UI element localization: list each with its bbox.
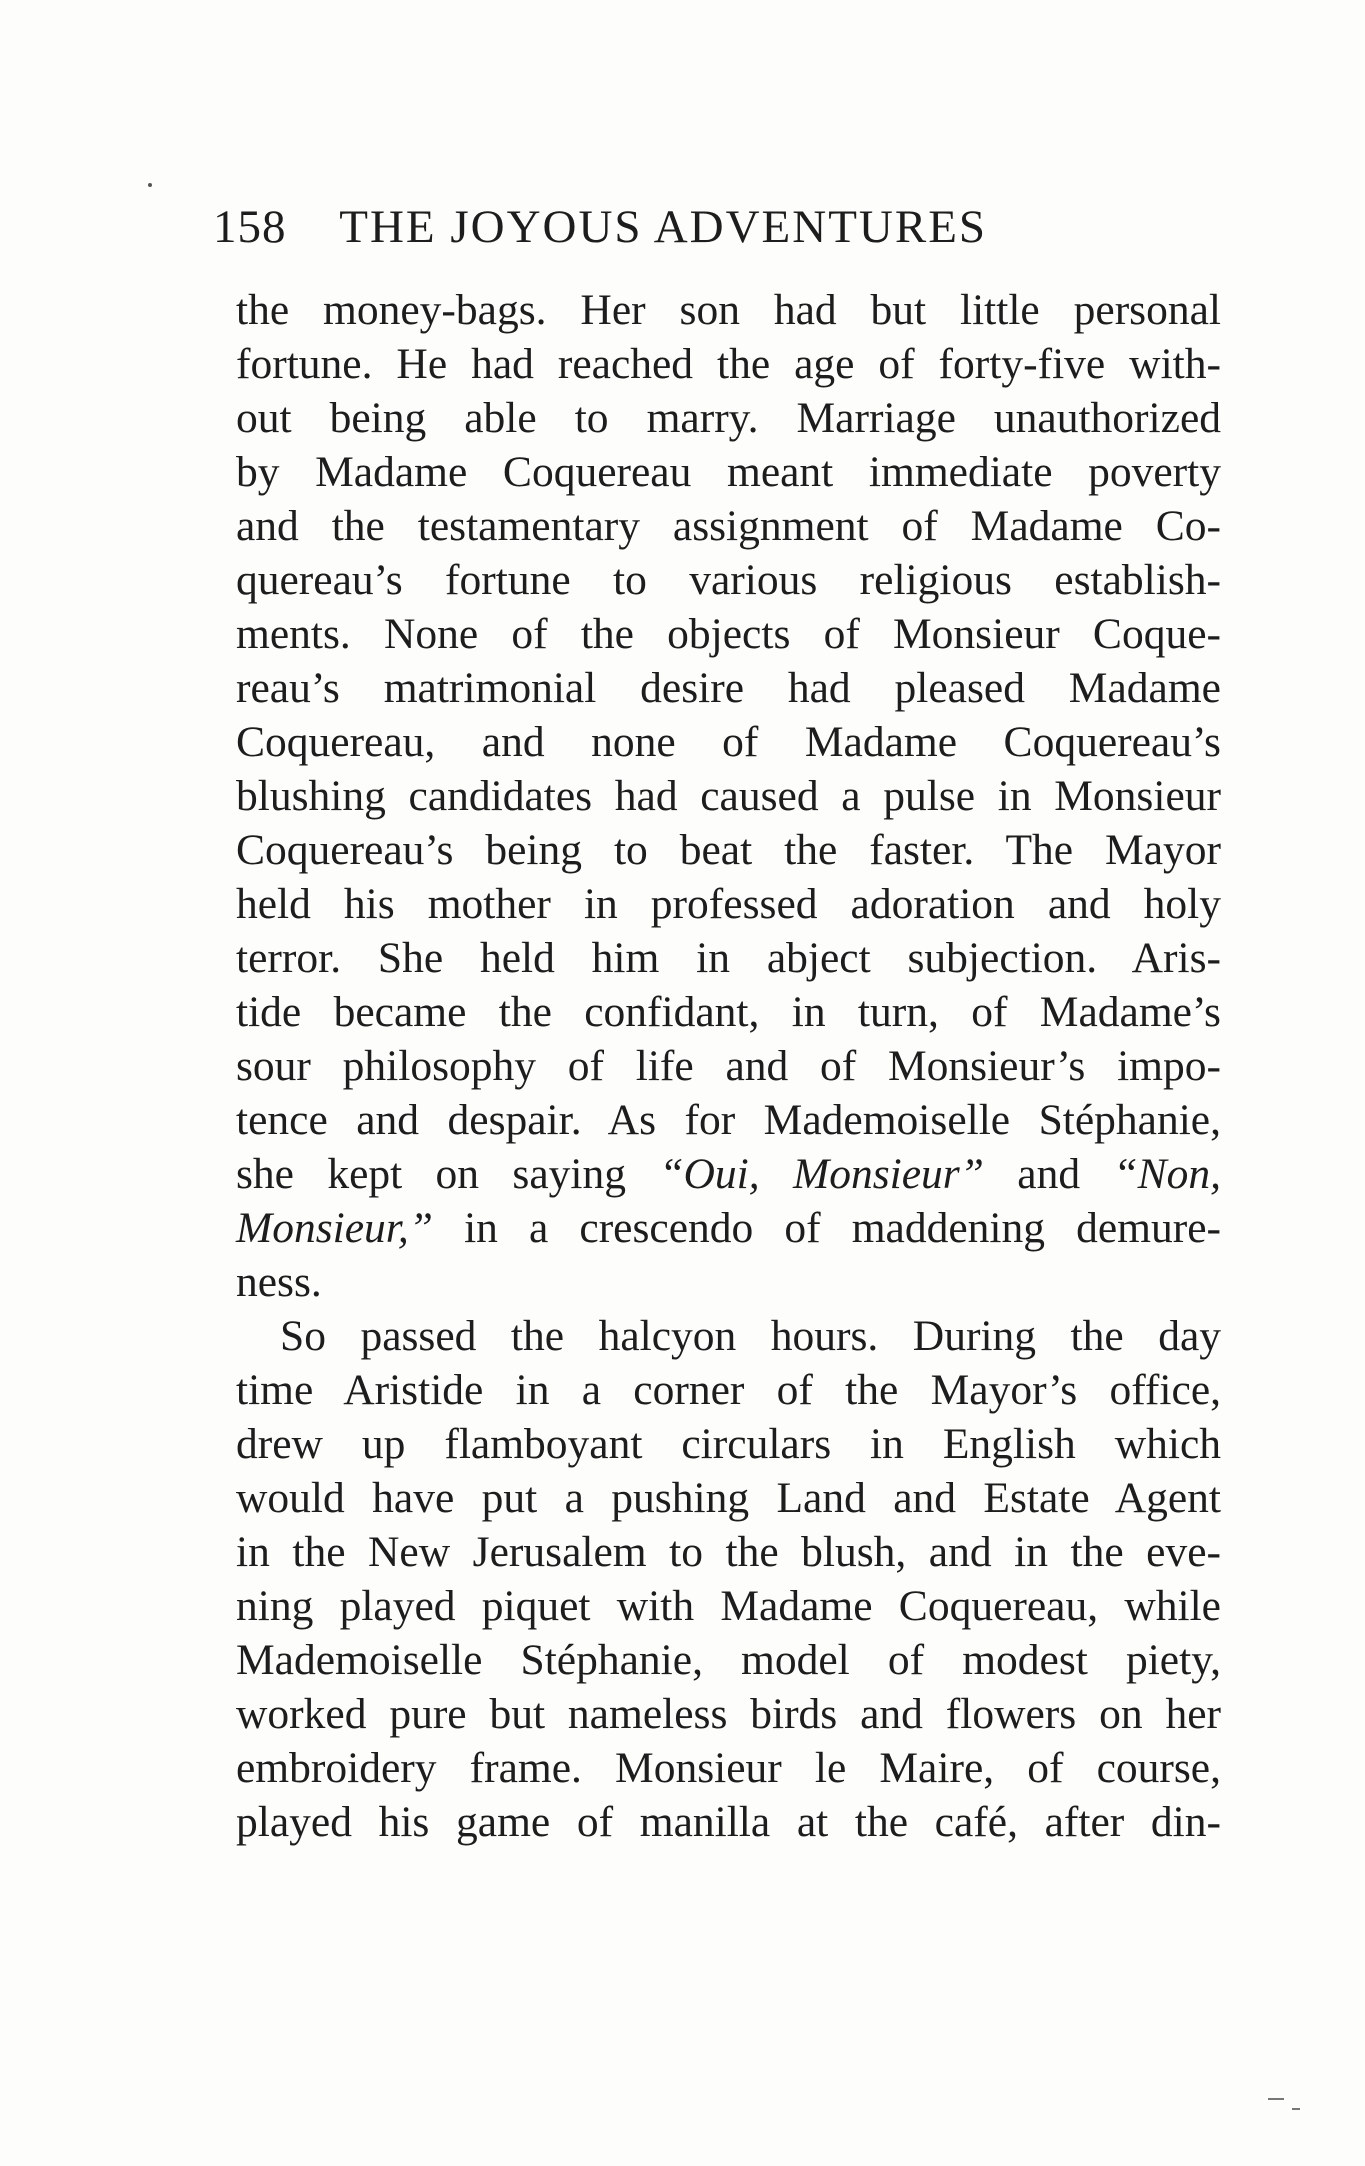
text-line: and the testamentary assignment of Madame Co- <box>236 502 1221 550</box>
italic-quote: Monsieur,” <box>236 1204 433 1252</box>
text-line: tence and despair. As for Mademoiselle Stéphanie, <box>236 1096 1221 1144</box>
text-run: and <box>983 1150 1114 1198</box>
page-number: 158 <box>213 201 287 253</box>
text-line <box>236 1201 1221 1255</box>
text-line: Coquereau’s being to beat the faster. The Mayor <box>236 826 1221 874</box>
text-line: drew up flamboyant circulars in English which <box>236 1420 1221 1468</box>
text-line: quereau’s fortune to various religious establish- <box>236 556 1221 604</box>
body-text <box>236 283 1221 1849</box>
text-line: reau’s matrimonial desire had pleased Madame <box>236 664 1221 712</box>
text-line: fortune. He had reached the age of forty-five with- <box>236 340 1221 388</box>
text-line: played his game of manilla at the café, after din- <box>236 1798 1221 1846</box>
italic-quote: “Non, <box>1113 1150 1222 1198</box>
text-line: the money-bags. Her son had but little personal <box>236 286 1221 334</box>
text-run: in a crescendo of maddening demure- <box>432 1204 1221 1252</box>
text-line: held his mother in professed adoration and holy <box>236 880 1221 928</box>
running-title: THE JOYOUS ADVENTURES <box>339 201 988 253</box>
text-line: in the New Jerusalem to the blush, and in the eve- <box>236 1528 1221 1576</box>
corner-mark <box>1292 2108 1300 2110</box>
text-line: by Madame Coquereau meant immediate poverty <box>236 448 1221 496</box>
text-line: sour philosophy of life and of Monsieur’s impo- <box>236 1042 1221 1090</box>
text-run: she kept on saying <box>236 1150 660 1198</box>
text-line: Coquereau, and none of Madame Coquereau’s <box>236 718 1221 766</box>
text-line: ments. None of the objects of Monsieur Coque- <box>236 610 1221 658</box>
text-line: would have put a pushing Land and Estate Agent <box>236 1474 1221 1522</box>
text-line: So passed the halcyon hours. During the day <box>280 1312 1221 1360</box>
page-header <box>213 192 1083 262</box>
text-line: ning played piquet with Madame Coquereau, while <box>236 1582 1221 1630</box>
margin-speck <box>148 183 152 187</box>
text-line: worked pure but nameless birds and flowers on her <box>236 1690 1221 1738</box>
text-line: terror. She held him in abject subjection. Aris- <box>236 934 1221 982</box>
text-line: time Aristide in a corner of the Mayor’s office, <box>236 1366 1221 1414</box>
text-line: Mademoiselle Stéphanie, model of modest piety, <box>236 1636 1221 1684</box>
text-line: blushing candidates had caused a pulse in Monsieur <box>236 772 1221 820</box>
corner-mark <box>1268 2098 1284 2100</box>
text-line: tide became the confidant, in turn, of Madame’s <box>236 988 1221 1036</box>
text-line: embroidery frame. Monsieur le Maire, of course, <box>236 1744 1221 1792</box>
italic-quote: “Oui, Monsieur” <box>659 1150 984 1198</box>
text-line <box>236 1147 1221 1201</box>
text-line: ness. <box>236 1258 322 1306</box>
text-line: out being able to marry. Marriage unauthorized <box>236 394 1221 442</box>
